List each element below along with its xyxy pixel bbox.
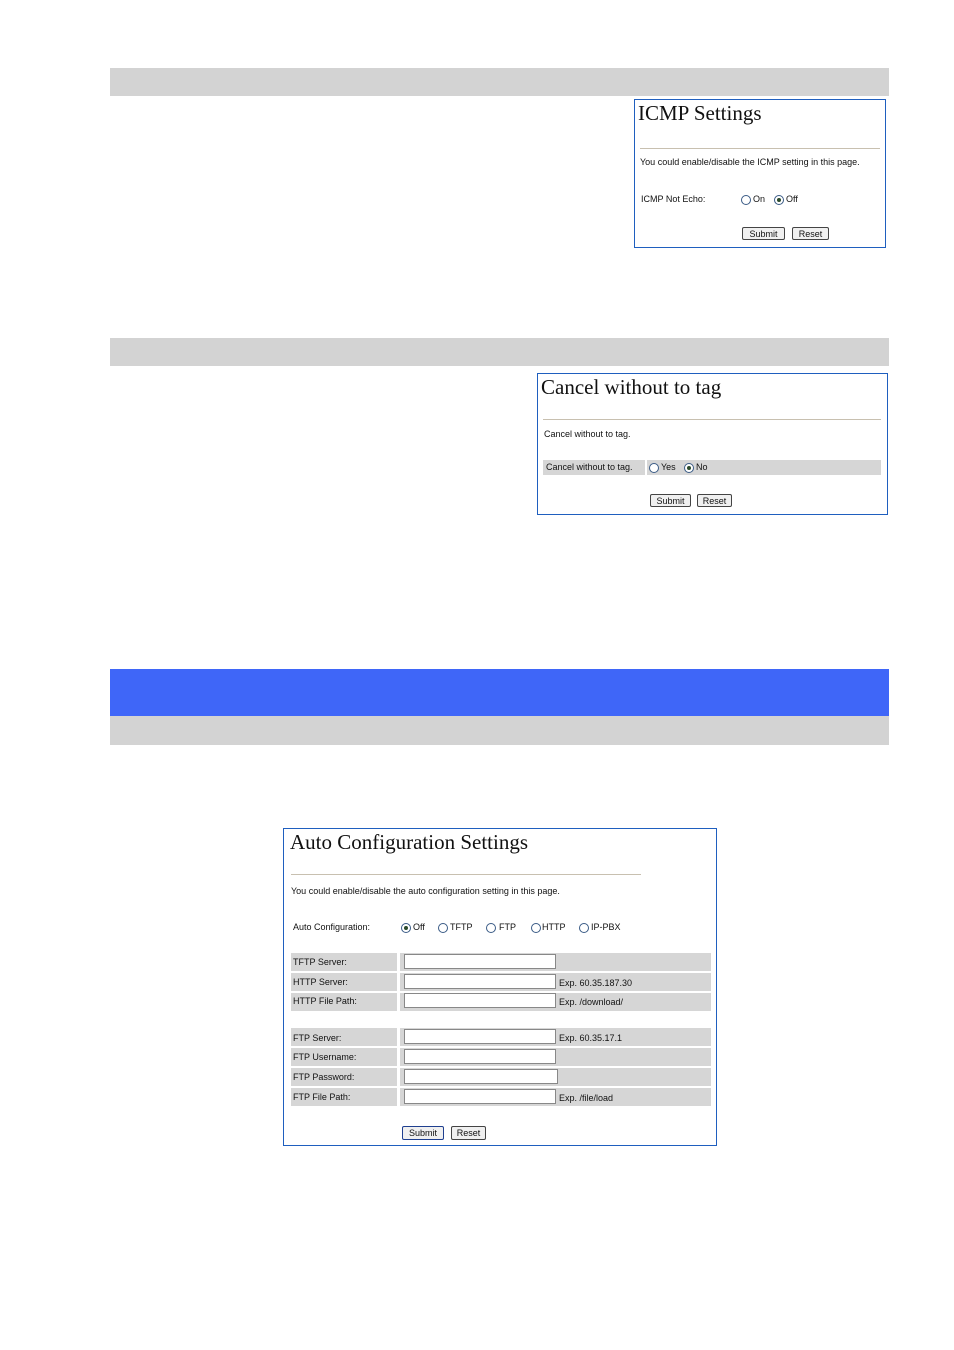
- title-divider: [640, 148, 880, 149]
- ftp-password-input[interactable]: [404, 1069, 558, 1084]
- mode-ftp-label: FTP: [499, 922, 516, 932]
- http-server-label: HTTP Server:: [293, 977, 348, 987]
- ftp-username-label: FTP Username:: [293, 1052, 357, 1062]
- cancel-tag-label: Cancel without to tag.: [546, 462, 633, 472]
- cancel-tag-panel: [537, 373, 888, 515]
- http-file-path-label: HTTP File Path:: [293, 996, 357, 1006]
- section-header-bar-icmp: [110, 68, 889, 96]
- icmp-off-label: Off: [786, 194, 798, 204]
- mode-tftp-radio[interactable]: [438, 923, 448, 933]
- title-divider: [291, 874, 641, 875]
- column-separator: [397, 1028, 400, 1106]
- cancel-tag-no-label: No: [696, 462, 708, 472]
- chapter-header-bar: [110, 669, 889, 716]
- http-server-input[interactable]: [404, 974, 556, 989]
- ftp-server-hint: Exp. 60.35.17.1: [559, 1033, 623, 1043]
- ftp-username-input[interactable]: [404, 1049, 556, 1064]
- ftp-file-path-hint: Exp. /file/load: [559, 1093, 614, 1103]
- page-description: You could enable/disable the ICMP setting in this page.: [640, 157, 860, 167]
- cancel-tag-yes-radio[interactable]: [649, 463, 659, 473]
- reset-button[interactable]: Reset: [451, 1126, 486, 1140]
- mode-http-label: HTTP: [542, 922, 566, 932]
- http-file-path-hint: Exp. /download/: [559, 997, 624, 1007]
- mode-http-radio[interactable]: [531, 923, 541, 933]
- title-divider: [543, 419, 881, 420]
- ftp-password-label: FTP Password:: [293, 1072, 355, 1082]
- submit-button[interactable]: Submit: [402, 1126, 444, 1140]
- mode-tftp-label: TFTP: [450, 922, 473, 932]
- mode-ip-pbx-label: IP-PBX: [591, 922, 621, 932]
- ftp-file-path-input[interactable]: [404, 1089, 556, 1104]
- icmp-not-echo-label: ICMP Not Echo:: [641, 194, 706, 204]
- http-server-hint: Exp. 60.35.187.30: [559, 978, 633, 988]
- submit-button[interactable]: Submit: [650, 494, 691, 507]
- auto-config-panel: [283, 828, 717, 1146]
- cancel-tag-no-radio[interactable]: [684, 463, 694, 473]
- tftp-server-input[interactable]: [404, 954, 556, 969]
- mode-ftp-radio[interactable]: [486, 923, 496, 933]
- icmp-off-radio[interactable]: [774, 195, 784, 205]
- http-file-path-input[interactable]: [404, 993, 556, 1008]
- icmp-on-radio[interactable]: [741, 195, 751, 205]
- reset-button[interactable]: Reset: [697, 494, 732, 507]
- cancel-tag-yes-label: Yes: [661, 462, 676, 472]
- page-description: You could enable/disable the auto configuration setting in this page.: [291, 886, 560, 896]
- ftp-server-label: FTP Server:: [293, 1033, 342, 1043]
- page-title: ICMP Settings: [638, 101, 762, 125]
- icmp-on-label: On: [753, 194, 766, 204]
- page-title: Auto Configuration Settings: [290, 830, 528, 854]
- column-separator: [397, 953, 400, 1011]
- mode-off-radio[interactable]: [401, 923, 411, 933]
- section-header-bar-auto-config: [110, 716, 889, 745]
- submit-button[interactable]: Submit: [742, 227, 785, 240]
- icmp-settings-panel: [634, 99, 886, 248]
- mode-off-label: Off: [413, 922, 425, 932]
- row-separator: [645, 460, 647, 475]
- tftp-server-label: TFTP Server:: [293, 957, 347, 967]
- auto-config-label: Auto Configuration:: [293, 922, 371, 932]
- section-header-bar-cancel-tag: [110, 338, 889, 366]
- page-title: Cancel without to tag: [541, 375, 722, 399]
- ftp-server-input[interactable]: [404, 1029, 556, 1044]
- reset-button[interactable]: Reset: [792, 227, 829, 240]
- ftp-file-path-label: FTP File Path:: [293, 1092, 351, 1102]
- mode-ip-pbx-radio[interactable]: [579, 923, 589, 933]
- page-description: Cancel without to tag.: [544, 429, 631, 439]
